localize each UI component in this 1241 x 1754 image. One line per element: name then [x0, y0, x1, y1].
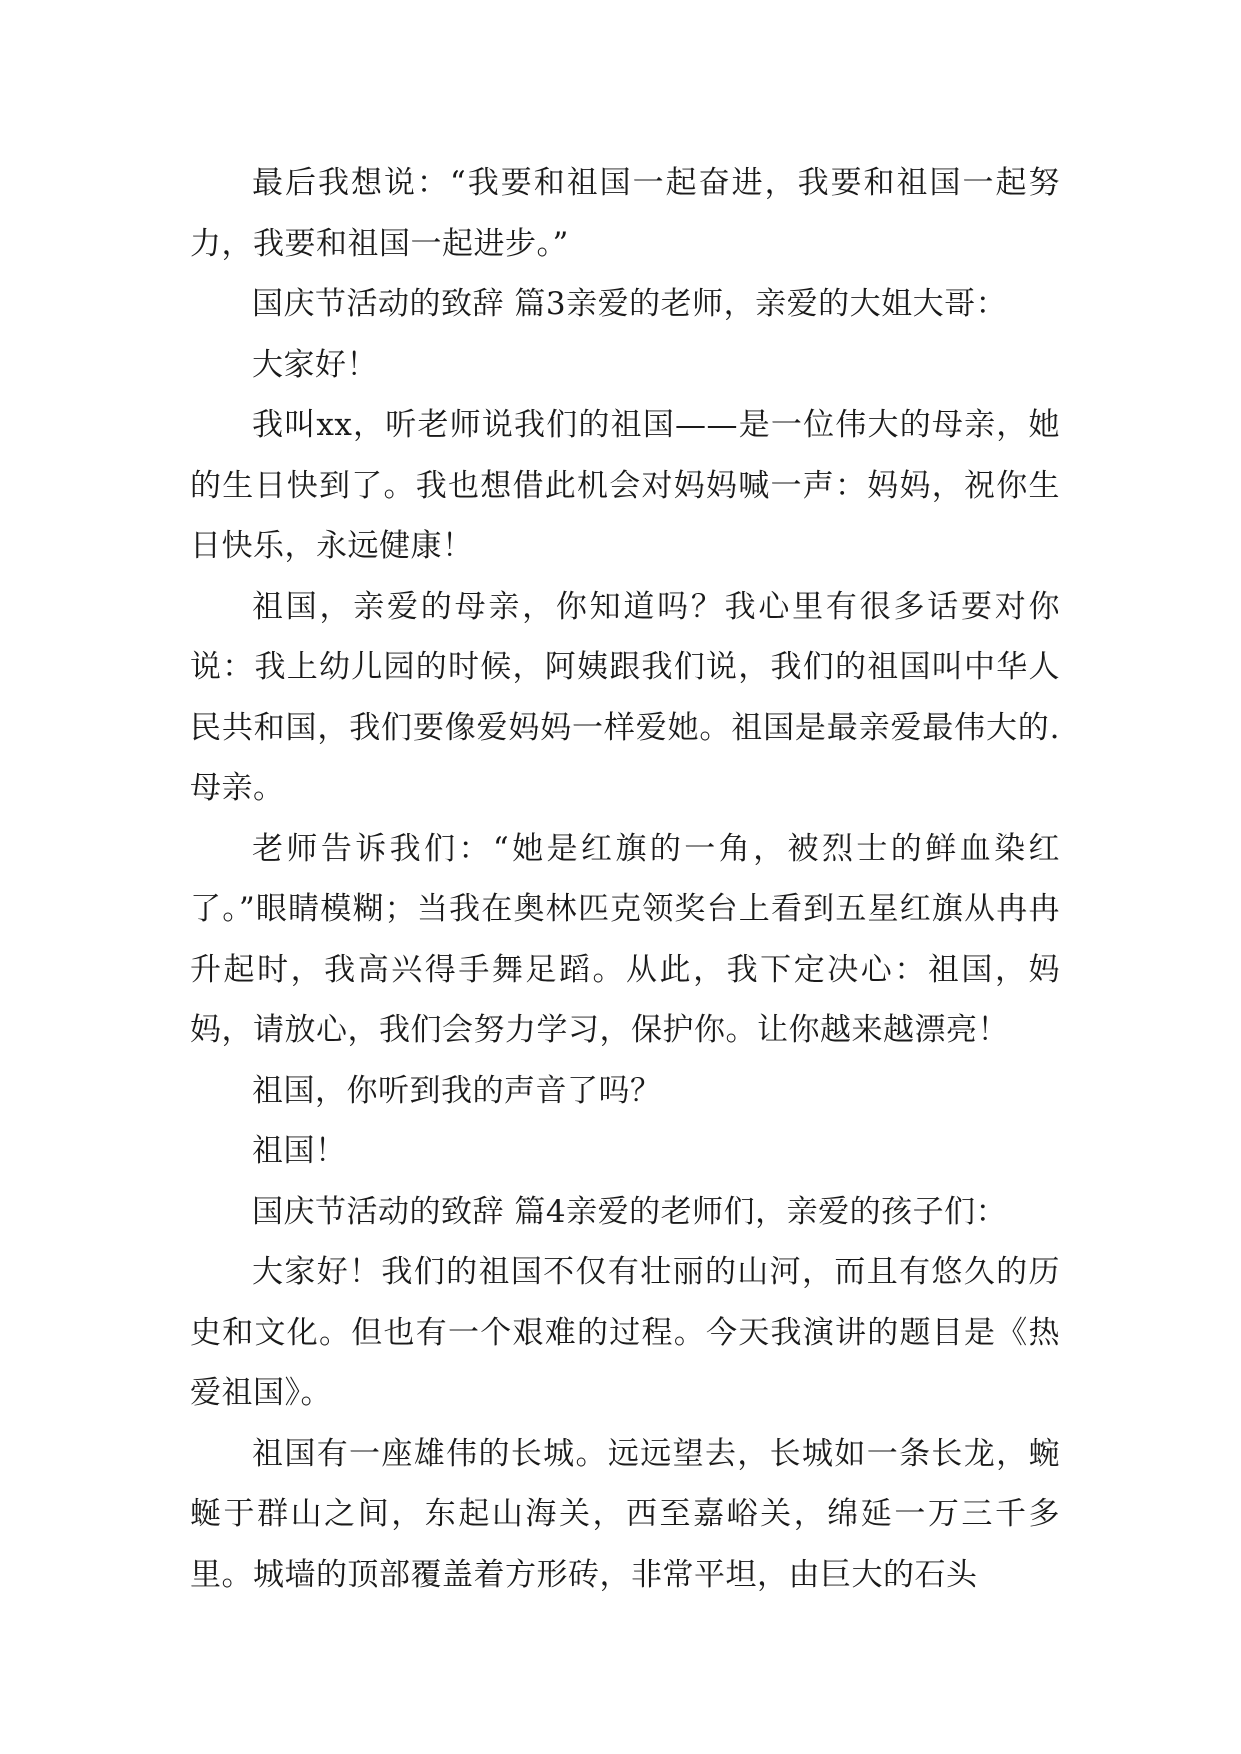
paragraph: 老师告诉我们：“她是红旗的一角，被烈士的鲜血染红了。”眼睛模糊；当我在奥林匹克领奖台上看到五星红旗从冉冉升起时，我高兴得手舞足蹈。从此，我下定决心：祖国，妈妈，请放心，我们会努力学习，保护你。让你越来越漂亮！ — [190, 830, 1060, 1048]
paragraph: 国庆节活动的致辞 篇4亲爱的老师们，亲爱的孩子们： — [252, 1193, 1008, 1230]
document-body — [190, 153, 1060, 1605]
paragraph: 大家好！我们的祖国不仅有壮丽的山河，而且有悠久的历史和文化。但也有一个艰难的过程。今天我演讲的题目是《热爱祖国》。 — [190, 1254, 1060, 1411]
paragraph: 祖国有一座雄伟的长城。远远望去，长城如一条长龙，蜿蜒于群山之间，东起山海关，西至嘉峪关，绵延一万三千多里。城墙的顶部覆盖着方形砖，非常平坦，由巨大的石头 — [190, 1435, 1060, 1593]
paragraph: 国庆节活动的致辞 篇3亲爱的老师，亲爱的大姐大哥： — [252, 286, 1008, 322]
paragraph: 大家好！ — [252, 346, 378, 383]
paragraph: 祖国！ — [252, 1133, 347, 1169]
paragraph: 祖国，亲爱的母亲，你知道吗？我心里有很多话要对你说：我上幼儿园的时候，阿姨跟我们说，我们的祖国叫中华人民共和国，我们要像爱妈妈一样爱她。祖国是最亲爱最伟大的.母亲。 — [190, 588, 1060, 806]
paragraph: 最后我想说：“我要和祖国一起奋进，我要和祖国一起努力，我要和祖国一起进步。” — [190, 165, 1060, 262]
paragraph: 祖国，你听到我的声音了吗？ — [252, 1072, 662, 1109]
paragraph: 我叫xx，听老师说我们的祖国——是一位伟大的母亲，她的生日快到了。我也想借此机会对妈妈喊一声：妈妈，祝你生日快乐，永远健康！ — [190, 407, 1060, 564]
